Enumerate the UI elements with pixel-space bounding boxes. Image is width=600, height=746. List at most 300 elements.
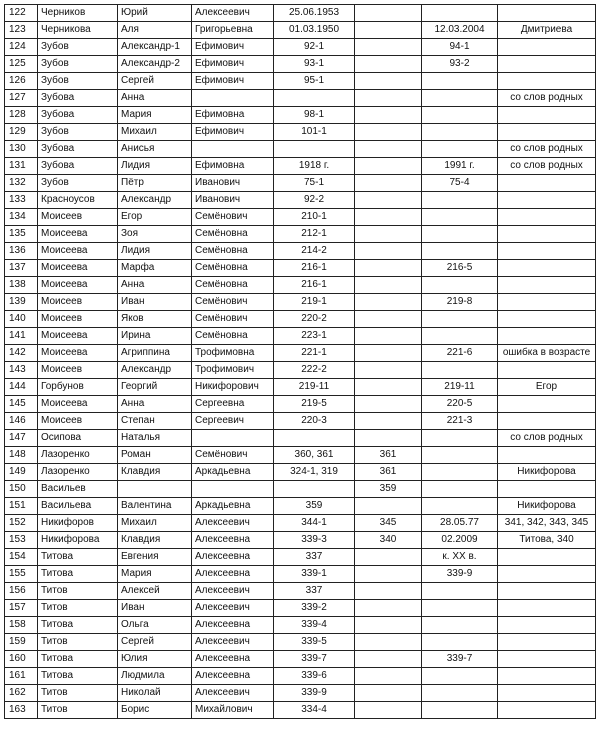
record-b-cell: 359 — [355, 481, 422, 498]
record-a-cell — [274, 141, 355, 158]
surname-cell: Титова — [38, 668, 118, 685]
surname-cell: Моисеев — [38, 294, 118, 311]
row-number: 131 — [5, 158, 38, 175]
record-b-cell — [355, 311, 422, 328]
note-cell — [498, 583, 596, 600]
record-a-cell: 337 — [274, 583, 355, 600]
record-c-cell — [422, 311, 498, 328]
surname-cell: Лазоренко — [38, 464, 118, 481]
record-c-cell — [422, 328, 498, 345]
note-cell: Никифорова — [498, 464, 596, 481]
record-b-cell — [355, 243, 422, 260]
note-cell — [498, 73, 596, 90]
patronymic-cell: Семёнович — [192, 294, 274, 311]
first-name-cell: Анисья — [118, 141, 192, 158]
record-c-cell — [422, 430, 498, 447]
surname-cell: Горбунов — [38, 379, 118, 396]
table-row — [5, 158, 596, 175]
record-b-cell — [355, 583, 422, 600]
surname-cell: Титова — [38, 651, 118, 668]
patronymic-cell — [192, 90, 274, 107]
patronymic-cell: Алексеевна — [192, 532, 274, 549]
record-b-cell — [355, 634, 422, 651]
record-b-cell — [355, 294, 422, 311]
record-a-cell: 216-1 — [274, 260, 355, 277]
record-c-cell: 221-6 — [422, 345, 498, 362]
table-row — [5, 600, 596, 617]
record-b-cell — [355, 209, 422, 226]
row-number: 153 — [5, 532, 38, 549]
note-cell — [498, 447, 596, 464]
note-cell — [498, 413, 596, 430]
record-b-cell — [355, 141, 422, 158]
table-row — [5, 362, 596, 379]
table-row — [5, 345, 596, 362]
table-row — [5, 209, 596, 226]
record-c-cell: 1991 г. — [422, 158, 498, 175]
note-cell — [498, 481, 596, 498]
table-row — [5, 294, 596, 311]
row-number: 146 — [5, 413, 38, 430]
note-cell — [498, 362, 596, 379]
surname-cell: Моисеева — [38, 345, 118, 362]
row-number: 130 — [5, 141, 38, 158]
record-c-cell — [422, 583, 498, 600]
note-cell: ошибка в возрасте — [498, 345, 596, 362]
row-number: 159 — [5, 634, 38, 651]
first-name-cell: Мария — [118, 566, 192, 583]
patronymic-cell: Никифорович — [192, 379, 274, 396]
note-cell — [498, 107, 596, 124]
table-row — [5, 668, 596, 685]
first-name-cell: Иван — [118, 294, 192, 311]
patronymic-cell: Иванович — [192, 175, 274, 192]
table-row — [5, 532, 596, 549]
record-c-cell — [422, 209, 498, 226]
patronymic-cell: Алексеевич — [192, 600, 274, 617]
row-number: 160 — [5, 651, 38, 668]
record-a-cell: 1918 г. — [274, 158, 355, 175]
patronymic-cell: Семёновна — [192, 226, 274, 243]
first-name-cell: Евгения — [118, 549, 192, 566]
note-cell — [498, 702, 596, 719]
note-cell — [498, 685, 596, 702]
row-number: 152 — [5, 515, 38, 532]
record-b-cell — [355, 651, 422, 668]
note-cell — [498, 294, 596, 311]
row-number: 163 — [5, 702, 38, 719]
surname-cell: Титова — [38, 549, 118, 566]
row-number: 125 — [5, 56, 38, 73]
first-name-cell: Николай — [118, 685, 192, 702]
surname-cell: Черникова — [38, 22, 118, 39]
note-cell — [498, 634, 596, 651]
surname-cell: Зубова — [38, 158, 118, 175]
row-number: 134 — [5, 209, 38, 226]
note-cell — [498, 39, 596, 56]
record-c-cell — [422, 685, 498, 702]
surname-cell: Зубов — [38, 124, 118, 141]
record-a-cell: 92-1 — [274, 39, 355, 56]
table-row — [5, 413, 596, 430]
surname-cell: Титов — [38, 702, 118, 719]
surname-cell: Зубов — [38, 73, 118, 90]
surname-cell: Красноусов — [38, 192, 118, 209]
row-number: 143 — [5, 362, 38, 379]
patronymic-cell: Семёновна — [192, 328, 274, 345]
first-name-cell: Егор — [118, 209, 192, 226]
record-c-cell — [422, 5, 498, 22]
patronymic-cell: Алексеевич — [192, 583, 274, 600]
first-name-cell: Михаил — [118, 515, 192, 532]
row-number: 155 — [5, 566, 38, 583]
row-number: 133 — [5, 192, 38, 209]
record-b-cell — [355, 56, 422, 73]
surname-cell: Моисеев — [38, 362, 118, 379]
table-row — [5, 56, 596, 73]
row-number: 129 — [5, 124, 38, 141]
first-name-cell: Клавдия — [118, 532, 192, 549]
table-row — [5, 192, 596, 209]
patronymic-cell: Трофимович — [192, 362, 274, 379]
table-row — [5, 498, 596, 515]
surname-cell: Титова — [38, 566, 118, 583]
surname-cell: Моисеева — [38, 260, 118, 277]
patronymic-cell: Ефимович — [192, 56, 274, 73]
patronymic-cell: Сергеевна — [192, 396, 274, 413]
patronymic-cell: Алексеевич — [192, 515, 274, 532]
first-name-cell: Алексей — [118, 583, 192, 600]
record-b-cell — [355, 379, 422, 396]
surname-cell: Никифоров — [38, 515, 118, 532]
patronymic-cell: Алексеевна — [192, 566, 274, 583]
note-cell: со слов родных — [498, 141, 596, 158]
first-name-cell: Клавдия — [118, 464, 192, 481]
record-c-cell: 219-11 — [422, 379, 498, 396]
patronymic-cell: Семёновна — [192, 243, 274, 260]
note-cell: Дмитриева — [498, 22, 596, 39]
surname-cell: Зубов — [38, 175, 118, 192]
row-number: 150 — [5, 481, 38, 498]
first-name-cell: Юрий — [118, 5, 192, 22]
row-number: 123 — [5, 22, 38, 39]
note-cell: со слов родных — [498, 430, 596, 447]
record-b-cell — [355, 617, 422, 634]
register-body — [5, 5, 596, 719]
record-c-cell — [422, 668, 498, 685]
record-a-cell: 220-3 — [274, 413, 355, 430]
record-a-cell: 339-2 — [274, 600, 355, 617]
record-b-cell — [355, 22, 422, 39]
record-a-cell: 339-5 — [274, 634, 355, 651]
surname-cell: Никифорова — [38, 532, 118, 549]
record-c-cell: 93-2 — [422, 56, 498, 73]
record-b-cell — [355, 549, 422, 566]
first-name-cell: Ирина — [118, 328, 192, 345]
table-row — [5, 396, 596, 413]
note-cell — [498, 566, 596, 583]
first-name-cell: Александр — [118, 362, 192, 379]
note-cell — [498, 56, 596, 73]
surname-cell: Черников — [38, 5, 118, 22]
first-name-cell: Анна — [118, 396, 192, 413]
patronymic-cell: Семёнович — [192, 447, 274, 464]
row-number: 139 — [5, 294, 38, 311]
row-number: 127 — [5, 90, 38, 107]
record-a-cell — [274, 481, 355, 498]
record-a-cell: 222-2 — [274, 362, 355, 379]
row-number: 122 — [5, 5, 38, 22]
record-a-cell: 210-1 — [274, 209, 355, 226]
record-a-cell: 98-1 — [274, 107, 355, 124]
patronymic-cell: Ефимович — [192, 73, 274, 90]
row-number: 148 — [5, 447, 38, 464]
first-name-cell: Аля — [118, 22, 192, 39]
record-b-cell — [355, 413, 422, 430]
record-c-cell: 02.2009 — [422, 532, 498, 549]
note-cell — [498, 600, 596, 617]
record-c-cell: к. XX в. — [422, 549, 498, 566]
record-a-cell: 344-1 — [274, 515, 355, 532]
surname-cell: Моисеев — [38, 311, 118, 328]
surname-cell: Титов — [38, 583, 118, 600]
patronymic-cell: Ефимовна — [192, 107, 274, 124]
record-c-cell — [422, 600, 498, 617]
record-b-cell — [355, 226, 422, 243]
record-a-cell: 01.03.1950 — [274, 22, 355, 39]
record-b-cell — [355, 498, 422, 515]
note-cell: со слов родных — [498, 90, 596, 107]
record-b-cell — [355, 124, 422, 141]
row-number: 132 — [5, 175, 38, 192]
patronymic-cell: Григорьевна — [192, 22, 274, 39]
patronymic-cell: Иванович — [192, 192, 274, 209]
first-name-cell: Георгий — [118, 379, 192, 396]
table-row — [5, 311, 596, 328]
record-a-cell: 216-1 — [274, 277, 355, 294]
row-number: 126 — [5, 73, 38, 90]
record-b-cell — [355, 396, 422, 413]
record-b-cell — [355, 39, 422, 56]
table-row — [5, 379, 596, 396]
table-row — [5, 39, 596, 56]
record-a-cell: 339-7 — [274, 651, 355, 668]
record-a-cell: 334-4 — [274, 702, 355, 719]
first-name-cell: Людмила — [118, 668, 192, 685]
record-a-cell: 339-3 — [274, 532, 355, 549]
record-a-cell: 214-2 — [274, 243, 355, 260]
record-a-cell: 339-4 — [274, 617, 355, 634]
note-cell — [498, 243, 596, 260]
note-cell — [498, 668, 596, 685]
table-row — [5, 566, 596, 583]
surname-cell: Моисеев — [38, 209, 118, 226]
surname-cell: Зубова — [38, 141, 118, 158]
row-number: 156 — [5, 583, 38, 600]
record-b-cell — [355, 600, 422, 617]
record-c-cell — [422, 617, 498, 634]
record-a-cell: 219-1 — [274, 294, 355, 311]
note-cell — [498, 277, 596, 294]
first-name-cell: Степан — [118, 413, 192, 430]
record-a-cell: 25.06.1953 — [274, 5, 355, 22]
record-a-cell: 339-9 — [274, 685, 355, 702]
record-c-cell — [422, 634, 498, 651]
surname-cell: Зубова — [38, 107, 118, 124]
surname-cell: Моисеева — [38, 243, 118, 260]
note-cell — [498, 311, 596, 328]
first-name-cell: Ольга — [118, 617, 192, 634]
patronymic-cell: Михайлович — [192, 702, 274, 719]
record-c-cell: 216-5 — [422, 260, 498, 277]
patronymic-cell — [192, 141, 274, 158]
record-a-cell: 223-1 — [274, 328, 355, 345]
table-row — [5, 651, 596, 668]
first-name-cell: Яков — [118, 311, 192, 328]
note-cell — [498, 209, 596, 226]
record-c-cell — [422, 498, 498, 515]
surname-cell: Зубова — [38, 90, 118, 107]
first-name-cell: Марфа — [118, 260, 192, 277]
patronymic-cell: Ефимович — [192, 39, 274, 56]
patronymic-cell: Алексеевна — [192, 651, 274, 668]
record-c-cell: 12.03.2004 — [422, 22, 498, 39]
patronymic-cell: Алексеевна — [192, 668, 274, 685]
first-name-cell: Наталья — [118, 430, 192, 447]
table-row — [5, 634, 596, 651]
note-cell — [498, 192, 596, 209]
record-b-cell — [355, 192, 422, 209]
row-number: 157 — [5, 600, 38, 617]
surname-cell: Моисеев — [38, 413, 118, 430]
row-number: 158 — [5, 617, 38, 634]
surname-cell: Зубов — [38, 56, 118, 73]
surname-cell: Титов — [38, 600, 118, 617]
patronymic-cell: Аркадьевна — [192, 464, 274, 481]
first-name-cell: Мария — [118, 107, 192, 124]
table-row — [5, 260, 596, 277]
record-a-cell: 92-2 — [274, 192, 355, 209]
surname-cell: Моисеева — [38, 396, 118, 413]
table-row — [5, 447, 596, 464]
note-cell — [498, 396, 596, 413]
record-c-cell: 94-1 — [422, 39, 498, 56]
row-number: 142 — [5, 345, 38, 362]
row-number: 124 — [5, 39, 38, 56]
surname-cell: Осипова — [38, 430, 118, 447]
record-c-cell — [422, 362, 498, 379]
first-name-cell: Анна — [118, 90, 192, 107]
record-b-cell — [355, 702, 422, 719]
note-cell: Титова, 340 — [498, 532, 596, 549]
table-row — [5, 243, 596, 260]
note-cell: 341, 342, 343, 345 — [498, 515, 596, 532]
note-cell — [498, 175, 596, 192]
record-a-cell: 221-1 — [274, 345, 355, 362]
record-c-cell — [422, 107, 498, 124]
surname-cell: Васильева — [38, 498, 118, 515]
surname-cell: Зубов — [38, 39, 118, 56]
table-row — [5, 328, 596, 345]
row-number: 140 — [5, 311, 38, 328]
table-row — [5, 464, 596, 481]
note-cell — [498, 617, 596, 634]
table-row — [5, 515, 596, 532]
patronymic-cell: Алексеевна — [192, 549, 274, 566]
surname-cell: Моисеева — [38, 328, 118, 345]
record-c-cell: 339-7 — [422, 651, 498, 668]
record-a-cell — [274, 430, 355, 447]
note-cell — [498, 549, 596, 566]
note-cell — [498, 124, 596, 141]
table-row — [5, 175, 596, 192]
record-b-cell — [355, 566, 422, 583]
patronymic-cell: Аркадьевна — [192, 498, 274, 515]
record-a-cell: 337 — [274, 549, 355, 566]
surname-cell: Титова — [38, 617, 118, 634]
record-b-cell — [355, 362, 422, 379]
table-row — [5, 5, 596, 22]
first-name-cell: Борис — [118, 702, 192, 719]
note-cell — [498, 651, 596, 668]
record-c-cell — [422, 481, 498, 498]
row-number: 151 — [5, 498, 38, 515]
record-c-cell — [422, 277, 498, 294]
record-c-cell — [422, 702, 498, 719]
note-cell — [498, 226, 596, 243]
row-number: 138 — [5, 277, 38, 294]
table-row — [5, 124, 596, 141]
row-number: 135 — [5, 226, 38, 243]
note-cell: со слов родных — [498, 158, 596, 175]
record-a-cell: 359 — [274, 498, 355, 515]
patronymic-cell: Алексеевич — [192, 685, 274, 702]
record-b-cell — [355, 5, 422, 22]
table-row — [5, 685, 596, 702]
record-c-cell — [422, 226, 498, 243]
record-b-cell — [355, 277, 422, 294]
surname-cell: Титов — [38, 685, 118, 702]
first-name-cell: Пётр — [118, 175, 192, 192]
note-cell — [498, 328, 596, 345]
record-a-cell: 219-11 — [274, 379, 355, 396]
patronymic-cell: Сергеевич — [192, 413, 274, 430]
record-a-cell: 75-1 — [274, 175, 355, 192]
record-a-cell: 219-5 — [274, 396, 355, 413]
row-number: 147 — [5, 430, 38, 447]
patronymic-cell: Ефимовна — [192, 158, 274, 175]
record-c-cell — [422, 124, 498, 141]
first-name-cell: Юлия — [118, 651, 192, 668]
first-name-cell: Анна — [118, 277, 192, 294]
record-c-cell — [422, 447, 498, 464]
record-c-cell: 220-5 — [422, 396, 498, 413]
record-a-cell: 324-1, 319 — [274, 464, 355, 481]
record-b-cell: 361 — [355, 447, 422, 464]
first-name-cell: Роман — [118, 447, 192, 464]
row-number: 128 — [5, 107, 38, 124]
record-a-cell: 101-1 — [274, 124, 355, 141]
first-name-cell: Лидия — [118, 158, 192, 175]
patronymic-cell: Алексеевна — [192, 617, 274, 634]
row-number: 154 — [5, 549, 38, 566]
record-a-cell: 95-1 — [274, 73, 355, 90]
note-cell: Никифорова — [498, 498, 596, 515]
row-number: 137 — [5, 260, 38, 277]
record-b-cell — [355, 107, 422, 124]
table-row — [5, 141, 596, 158]
row-number: 144 — [5, 379, 38, 396]
